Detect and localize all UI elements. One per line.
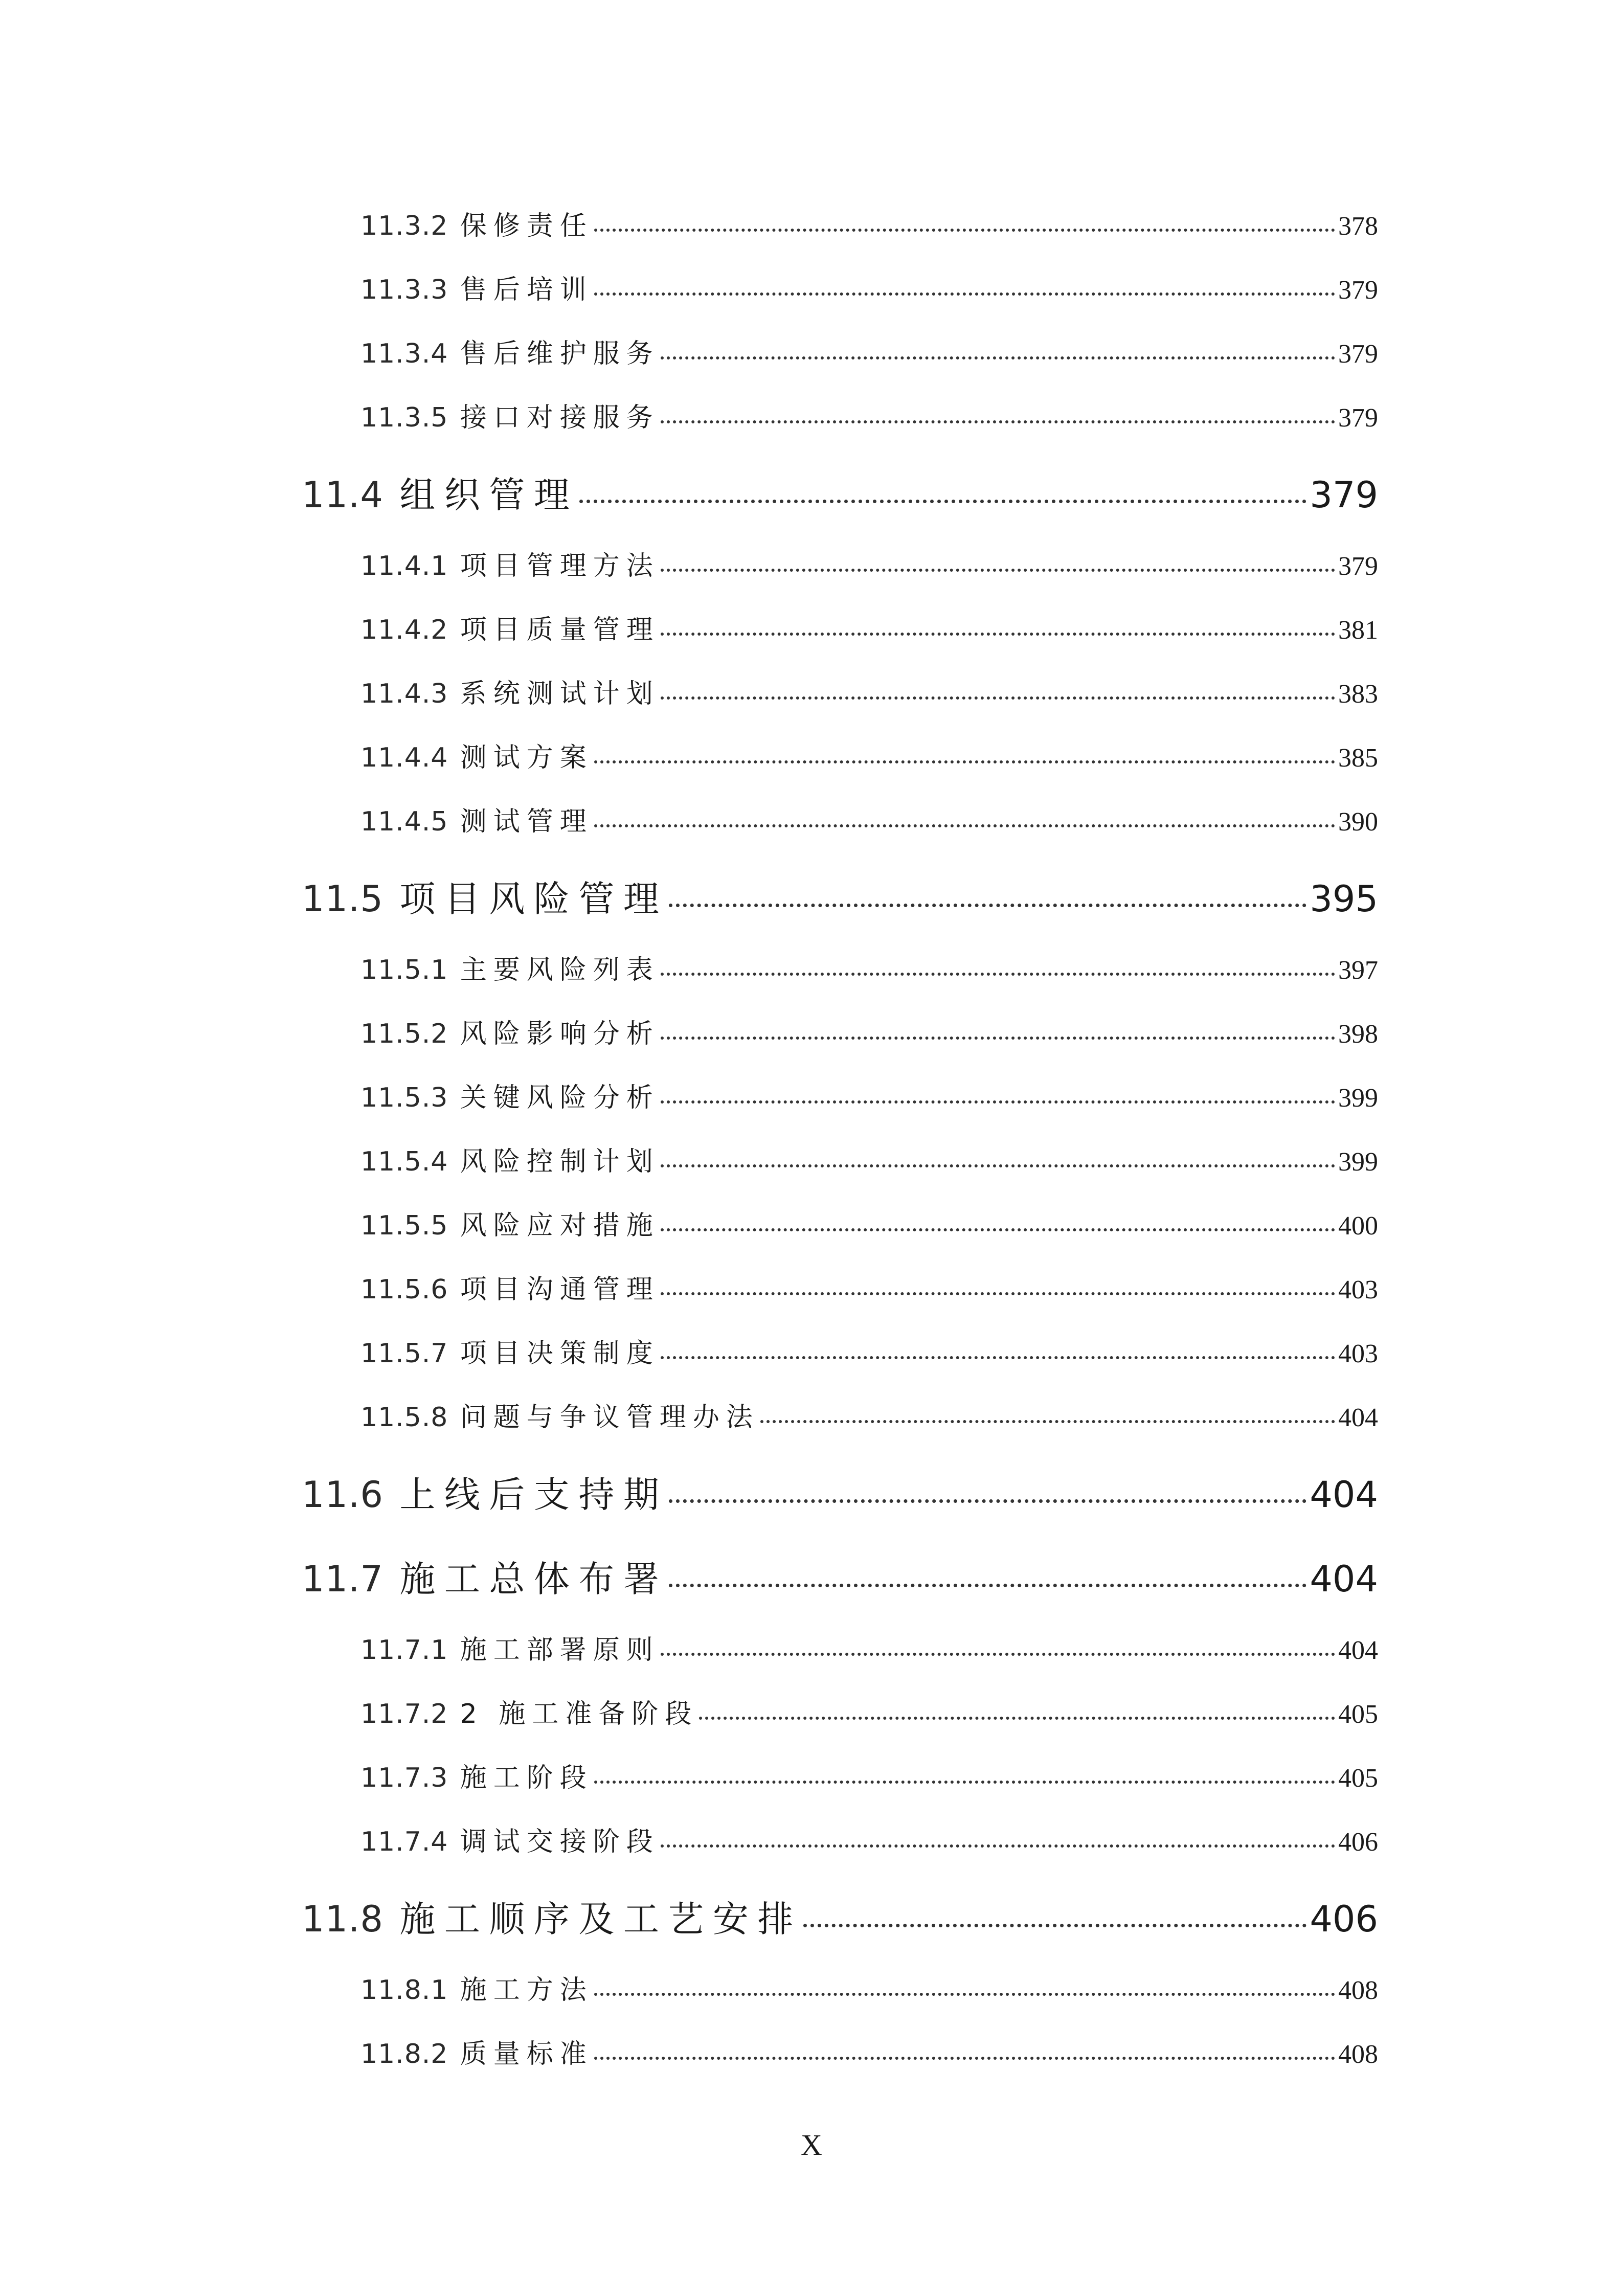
- toc-subsection-entry[interactable]: [360, 274, 1378, 306]
- toc-entry-page-number: 404: [1338, 1636, 1378, 1665]
- toc-entry-title: 系统测试计划: [460, 679, 660, 709]
- toc-subsection-entry[interactable]: [360, 741, 1378, 774]
- toc-entry-title: 施工顺序及工艺安排: [399, 1898, 802, 1940]
- toc-section-entry[interactable]: [302, 473, 1378, 517]
- toc-dot-leader: [661, 1292, 1335, 1295]
- toc-entry-number: 11.7.4: [360, 1827, 448, 1857]
- toc-entry-title: 调试交接阶段: [460, 1827, 660, 1857]
- toc-entry-page-number: 400: [1338, 1211, 1378, 1241]
- toc-dot-leader: [661, 1653, 1335, 1656]
- toc-entry-title: 施工阶段: [460, 1763, 593, 1793]
- toc-entry-number: 11.5.6: [360, 1274, 448, 1305]
- toc-entry-number: 11.5.1: [360, 955, 448, 985]
- toc-entry-title: 项目质量管理: [460, 615, 660, 645]
- toc-entry-title: 接口对接服务: [460, 402, 660, 433]
- toc-subsection-entry[interactable]: [360, 2038, 1378, 2070]
- toc-entry-page-number: 408: [1338, 2040, 1378, 2069]
- toc-entry-page-number: 406: [1338, 1828, 1378, 1857]
- toc-entry-title: 组织管理: [399, 474, 579, 516]
- toc-entry-page-number: 385: [1338, 744, 1378, 773]
- toc-entry-page-number: 390: [1338, 807, 1378, 837]
- toc-entry-title: 施工方法: [460, 1975, 593, 2006]
- toc-entry-number: 11.4.2: [360, 615, 448, 645]
- toc-subsection-entry[interactable]: [360, 1974, 1378, 2007]
- toc-dot-leader: [669, 1584, 1306, 1587]
- toc-entry-number: 11.5.8: [360, 1402, 448, 1433]
- toc-entry-number: 11.3.2: [360, 211, 448, 241]
- toc-dot-leader: [579, 500, 1306, 503]
- toc-subsection-entry[interactable]: [360, 1018, 1378, 1050]
- toc-entry-number: 11.7.1: [360, 1635, 448, 1665]
- toc-entry-title: 项目沟通管理: [460, 1274, 660, 1305]
- toc-dot-leader: [594, 229, 1335, 232]
- toc-dot-leader: [803, 1924, 1307, 1927]
- toc-subsection-entry[interactable]: [360, 678, 1378, 710]
- toc-entry-number: 11.7.2: [360, 1699, 448, 1729]
- toc-dot-leader: [594, 824, 1335, 827]
- toc-dot-leader: [661, 1356, 1335, 1359]
- toc-entry-title: 关键风险分析: [460, 1083, 660, 1113]
- toc-dot-leader: [661, 1844, 1335, 1848]
- toc-entry-page-number: 404: [1310, 1474, 1378, 1516]
- toc-subsection-entry[interactable]: [360, 1337, 1378, 1370]
- toc-dot-leader: [594, 292, 1335, 296]
- toc-entry-page-number: 379: [1338, 552, 1378, 581]
- toc-entry-title: 2 施工准备阶段: [460, 1699, 698, 1729]
- toc-dot-leader: [661, 1100, 1335, 1104]
- toc-subsection-entry[interactable]: [360, 614, 1378, 646]
- toc-dot-leader: [594, 2057, 1335, 2060]
- toc-section-entry[interactable]: [302, 877, 1378, 921]
- toc-entry-title: 质量标准: [460, 2039, 593, 2069]
- toc-entry-title: 问题与争议管理办法: [460, 1402, 759, 1433]
- toc-entry-title: 项目决策制度: [460, 1338, 660, 1369]
- toc-entry-title: 风险控制计划: [460, 1146, 660, 1177]
- toc-entry-number: 11.3.3: [360, 275, 448, 305]
- toc-dot-leader: [661, 633, 1335, 636]
- toc-entry-page-number: 397: [1338, 956, 1378, 985]
- toc-entry-number: 11.4.5: [360, 806, 448, 837]
- toc-entry-number: 11.7.3: [360, 1763, 448, 1793]
- toc-entry-page-number: 378: [1338, 212, 1378, 241]
- toc-entry-page-number: 403: [1338, 1339, 1378, 1368]
- toc-entry-number: 11.4.3: [360, 679, 448, 709]
- toc-subsection-entry[interactable]: [360, 1634, 1378, 1667]
- toc-entry-number: 11.8: [302, 1898, 384, 1940]
- toc-entry-title: 风险影响分析: [460, 1019, 660, 1049]
- toc-subsection-entry[interactable]: [360, 1209, 1378, 1242]
- toc-entry-page-number: 395: [1310, 878, 1378, 920]
- toc-subsection-entry[interactable]: [360, 1401, 1378, 1434]
- toc-entry-page-number: 383: [1338, 680, 1378, 709]
- toc-entry-number: 11.3.5: [360, 402, 448, 433]
- toc-dot-leader: [669, 904, 1306, 907]
- toc-subsection-entry[interactable]: [360, 805, 1378, 838]
- toc-dot-leader: [594, 1993, 1335, 1996]
- toc-entry-number: 11.8.1: [360, 1975, 448, 2006]
- toc-entry-number: 11.5.4: [360, 1146, 448, 1177]
- toc-entry-number: 11.6: [302, 1474, 384, 1516]
- toc-dot-leader: [661, 569, 1335, 572]
- toc-entry-number: 11.5.7: [360, 1338, 448, 1369]
- toc-entry-page-number: 405: [1338, 1700, 1378, 1729]
- toc-entry-page-number: 403: [1338, 1275, 1378, 1304]
- toc-entry-number: 11.5.2: [360, 1019, 448, 1049]
- toc-entry-number: 11.5.3: [360, 1083, 448, 1113]
- toc-subsection-entry[interactable]: [360, 1082, 1378, 1114]
- toc-entry-page-number: 406: [1310, 1898, 1378, 1940]
- toc-dot-leader: [760, 1420, 1335, 1423]
- toc-section-entry[interactable]: [302, 1557, 1378, 1601]
- toc-entry-page-number: 399: [1338, 1147, 1378, 1177]
- toc-dot-leader: [661, 696, 1335, 700]
- toc-dot-leader: [661, 356, 1335, 359]
- page-footer-number: X: [801, 2128, 822, 2162]
- toc-entry-page-number: 404: [1310, 1558, 1378, 1600]
- toc-entry-page-number: 398: [1338, 1020, 1378, 1049]
- toc-subsection-entry[interactable]: [360, 1826, 1378, 1858]
- toc-subsection-entry[interactable]: [360, 1273, 1378, 1306]
- toc-entry-number: 11.5.5: [360, 1210, 448, 1241]
- toc-entry-title: 项目风险管理: [399, 878, 668, 920]
- toc-entry-page-number: 379: [1310, 474, 1378, 516]
- toc-entry-title: 售后培训: [460, 275, 593, 305]
- toc-dot-leader: [699, 1717, 1335, 1720]
- toc-entry-title: 施工部署原则: [460, 1635, 660, 1665]
- toc-entry-title: 施工总体布署: [399, 1558, 668, 1600]
- toc-entry-page-number: 399: [1338, 1084, 1378, 1113]
- toc-subsection-entry[interactable]: [360, 1145, 1378, 1178]
- toc-subsection-entry[interactable]: [360, 954, 1378, 986]
- toc-subsection-entry[interactable]: [360, 550, 1378, 582]
- toc-entry-number: 11.4.4: [360, 742, 448, 773]
- toc-entry-title: 风险应对措施: [460, 1210, 660, 1241]
- toc-dot-leader: [661, 1164, 1335, 1167]
- toc-entry-title: 售后维护服务: [460, 339, 660, 369]
- toc-entry-title: 主要风险列表: [460, 955, 660, 985]
- toc-dot-leader: [661, 973, 1335, 976]
- toc-entry-page-number: 379: [1338, 403, 1378, 433]
- toc-entry-title: 保修责任: [460, 211, 593, 241]
- toc-entry-title: 测试方案: [460, 742, 593, 773]
- toc-subsection-entry[interactable]: [360, 1762, 1378, 1794]
- toc-dot-leader: [661, 1228, 1335, 1231]
- toc-entry-title: 上线后支持期: [399, 1474, 668, 1516]
- toc-entry-title: 项目管理方法: [460, 551, 660, 581]
- toc-dot-leader: [594, 1781, 1335, 1784]
- toc-entry-number: 11.7: [302, 1558, 384, 1600]
- toc-entry-number: 11.4.1: [360, 551, 448, 581]
- toc-entry-page-number: 379: [1338, 276, 1378, 305]
- toc-subsection-entry[interactable]: [360, 1698, 1378, 1730]
- toc-dot-leader: [661, 1037, 1335, 1040]
- toc-dot-leader: [661, 420, 1335, 423]
- toc-entry-number: 11.4: [302, 474, 384, 516]
- toc-entry-page-number: 404: [1338, 1403, 1378, 1432]
- toc-entry-number: 11.5: [302, 878, 384, 920]
- toc-section-entry[interactable]: [302, 1473, 1378, 1517]
- toc-subsection-entry[interactable]: [360, 210, 1378, 242]
- toc-entry-title: 测试管理: [460, 806, 593, 837]
- toc-entry-page-number: 405: [1338, 1764, 1378, 1793]
- toc-entry-page-number: 381: [1338, 616, 1378, 645]
- toc-entry-number: 11.3.4: [360, 339, 448, 369]
- toc-dot-leader: [669, 1499, 1306, 1503]
- toc-section-entry[interactable]: [302, 1897, 1378, 1941]
- toc-subsection-entry[interactable]: [360, 401, 1378, 434]
- toc-entry-number: 11.8.2: [360, 2039, 448, 2069]
- toc-entry-page-number: 408: [1338, 1976, 1378, 2005]
- toc-entry-page-number: 379: [1338, 340, 1378, 369]
- toc-dot-leader: [594, 760, 1335, 763]
- toc-subsection-entry[interactable]: [360, 337, 1378, 370]
